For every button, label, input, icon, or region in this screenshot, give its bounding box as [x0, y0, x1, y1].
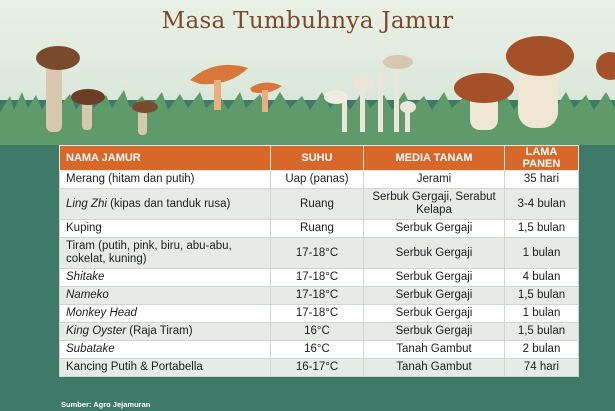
cell-suhu: 17-18°C: [271, 269, 364, 287]
cell-media-tanam: Serbuk Gergaji: [364, 287, 505, 305]
cell-nama-jamur: [60, 323, 271, 341]
cell-media-tanam: Serbuk Gergaji: [364, 323, 505, 341]
table-row: [60, 305, 579, 323]
mushroom-brown-edge: [596, 52, 615, 80]
cell-suhu: 16-17°C: [271, 359, 364, 377]
table-row: [60, 220, 579, 238]
cell-nama-jamur: [60, 305, 271, 323]
mushroom-latin-name: Shitake: [66, 271, 105, 283]
cell-lama-panen: 4 bulan: [505, 269, 579, 287]
mushroom-name: Kuping: [66, 222, 102, 234]
mushroom-name: Tiram (putih, pink, biru, abu-abu, cokelat, kuning): [66, 240, 232, 265]
cell-suhu: 16°C: [271, 323, 364, 341]
cell-suhu: 17-18°C: [271, 238, 364, 269]
mushroom-latin-name: King Oyster: [66, 325, 127, 337]
header-suhu: SUHU: [271, 146, 364, 171]
cell-suhu: Ruang: [271, 189, 364, 220]
cell-nama-jamur: [60, 269, 271, 287]
cell-lama-panen: 1 bulan: [505, 238, 579, 269]
cell-lama-panen: 3-4 bulan: [505, 189, 579, 220]
mushroom-latin-name: Ling Zhi: [66, 197, 107, 210]
cell-suhu: 17-18°C: [271, 305, 364, 323]
table-header-row: [60, 146, 579, 171]
cell-lama-panen: 35 hari: [505, 171, 579, 189]
mushroom-name: (Raja Tiram): [126, 325, 193, 337]
header-nama-jamur: NAMA JAMUR: [60, 146, 271, 171]
header-lama-panen: LAMA PANEN: [505, 146, 579, 171]
table-row: [60, 171, 579, 189]
cell-media-tanam: Serbuk Gergaji: [364, 220, 505, 238]
table-row: [60, 238, 579, 269]
table-row: [60, 341, 579, 359]
cell-lama-panen: 74 hari: [505, 359, 579, 377]
cell-media-tanam: Serbuk Gergaji: [364, 305, 505, 323]
table-row: [60, 189, 579, 220]
cell-suhu: Uap (panas): [271, 171, 364, 189]
mushroom-name: (kipas dan tanduk rusa): [106, 197, 231, 210]
mushroom-latin-name: Monkey Head: [66, 307, 137, 319]
mushroom-latin-name: Nameko: [66, 289, 109, 301]
table-row: [60, 323, 579, 341]
cell-lama-panen: 1,5 bulan: [505, 287, 579, 305]
cell-nama-jamur: [60, 220, 271, 238]
cell-media-tanam: Tanah Gambut: [364, 341, 505, 359]
cell-suhu: Ruang: [271, 220, 364, 238]
cell-lama-panen: 1 bulan: [505, 305, 579, 323]
source-note: Sumber: Agro Jejamuran: [61, 400, 151, 409]
table-row: [60, 269, 579, 287]
cell-media-tanam: Tanah Gambut: [364, 359, 505, 377]
page-title: Masa Tumbuhnya Jamur: [161, 8, 454, 34]
cell-nama-jamur: [60, 341, 271, 359]
cell-suhu: 17-18°C: [271, 287, 364, 305]
mushroom-name: Kancing Putih & Portabella: [66, 361, 203, 373]
cell-lama-panen: 1,5 bulan: [505, 323, 579, 341]
table-row: [60, 287, 579, 305]
table-row: [60, 359, 579, 377]
cell-nama-jamur: [60, 189, 271, 220]
mushroom-name: Merang (hitam dan putih): [66, 173, 195, 185]
header-media-tanam: MEDIA TANAM: [364, 146, 505, 171]
cell-nama-jamur: [60, 359, 271, 377]
cell-suhu: 16°C: [271, 341, 364, 359]
mushroom-latin-name: Subatake: [66, 343, 115, 355]
cell-lama-panen: 1,5 bulan: [505, 220, 579, 238]
cell-media-tanam: Serbuk Gergaji: [364, 269, 505, 287]
mushroom-table: [59, 145, 579, 377]
cell-media-tanam: Serbuk Gergaji: [364, 238, 505, 269]
cell-nama-jamur: [60, 171, 271, 189]
table-body: [60, 171, 579, 377]
cell-media-tanam: Serbuk Gergaji, Serabut Kelapa: [364, 189, 505, 220]
cell-media-tanam: Jerami: [364, 171, 505, 189]
cell-nama-jamur: [60, 287, 271, 305]
cell-nama-jamur: [60, 238, 271, 269]
cell-lama-panen: 2 bulan: [505, 341, 579, 359]
